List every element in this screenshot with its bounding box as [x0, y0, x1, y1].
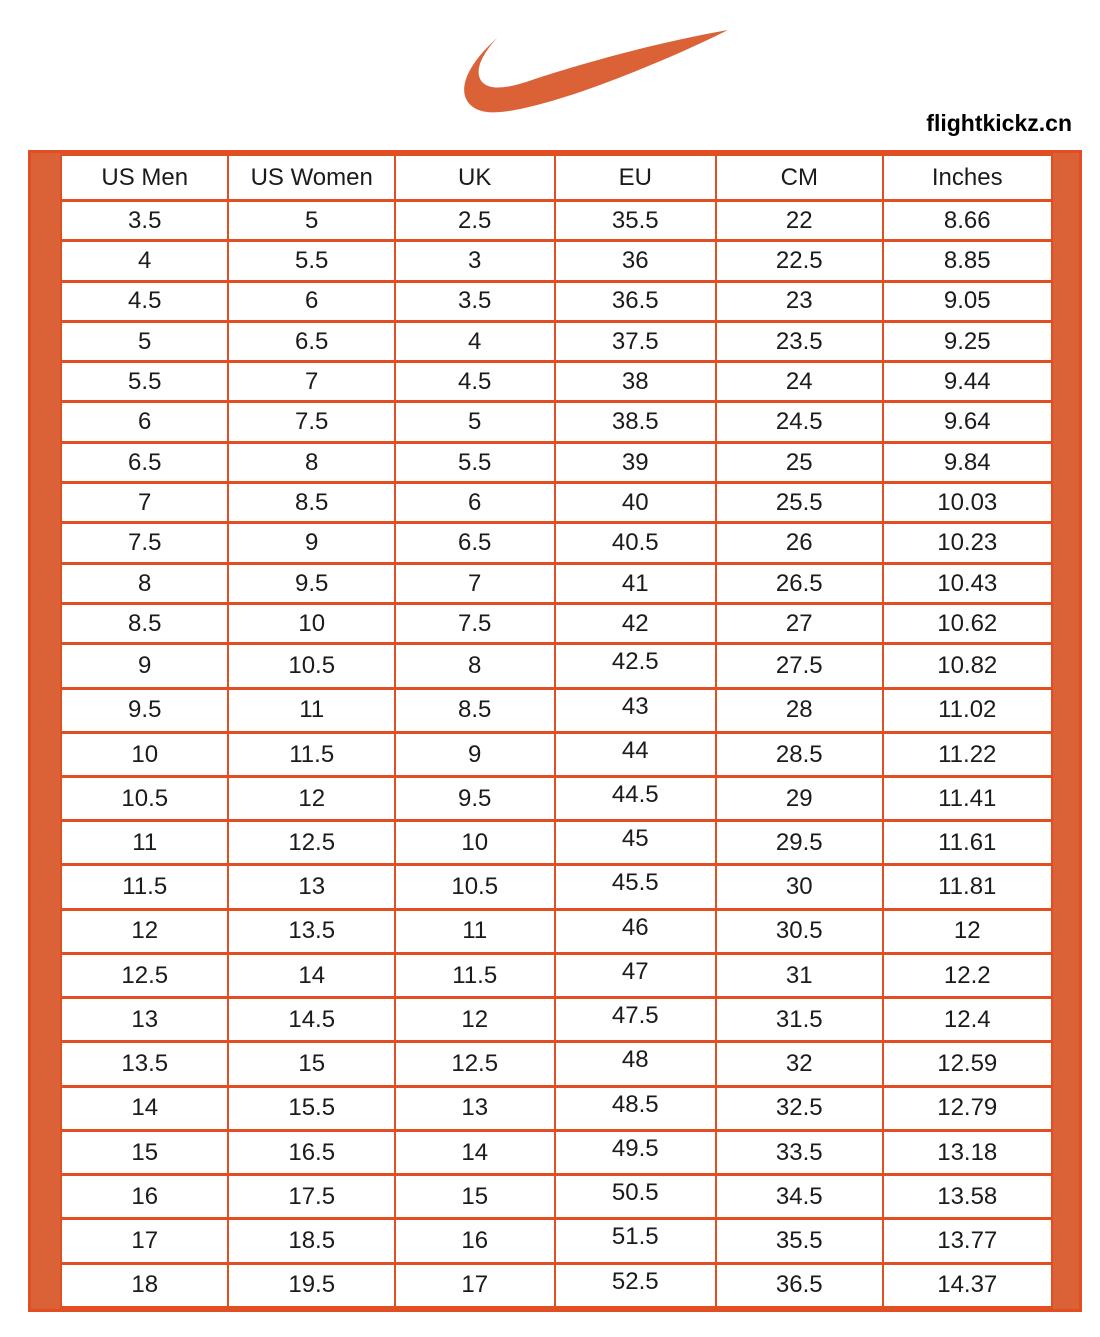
table-cell: 6.5 — [395, 523, 555, 563]
table-cell: 14 — [395, 1130, 555, 1174]
table-cell: 15.5 — [228, 1086, 394, 1130]
table-cell: 39 — [555, 442, 717, 482]
table-cell: 5.5 — [228, 241, 394, 281]
table-cell: 43 — [555, 688, 717, 732]
table-cell: 41 — [555, 563, 717, 603]
table-cell: 12.5 — [61, 953, 228, 997]
table-row — [61, 563, 1052, 603]
table-cell: 9 — [61, 644, 228, 688]
table-cell: 10 — [395, 821, 555, 865]
table-cell: 22 — [716, 201, 882, 241]
table-row — [61, 241, 1052, 281]
table-cell: 2.5 — [395, 201, 555, 241]
table-cell: 23 — [716, 281, 882, 321]
table-cell: 40.5 — [555, 523, 717, 563]
table-cell: 10.03 — [883, 483, 1052, 523]
table-cell: 3.5 — [395, 281, 555, 321]
table-cell: 4.5 — [61, 281, 228, 321]
table-cell: 46 — [555, 909, 717, 953]
table-row — [61, 1086, 1052, 1130]
table-cell: 29 — [716, 776, 882, 820]
table-cell: 9.84 — [883, 442, 1052, 482]
table-cell: 7 — [61, 483, 228, 523]
table-row — [61, 321, 1052, 361]
table-cell: 13.5 — [61, 1042, 228, 1086]
table-cell: 5 — [395, 402, 555, 442]
table-cell: 32.5 — [716, 1086, 882, 1130]
table-cell: 14.37 — [883, 1263, 1052, 1307]
table-cell: 37.5 — [555, 321, 717, 361]
table-cell: 42.5 — [555, 644, 717, 688]
table-cell: 6.5 — [61, 442, 228, 482]
table-row — [61, 1175, 1052, 1219]
table-cell: 8.5 — [395, 688, 555, 732]
table-cell: 10.43 — [883, 563, 1052, 603]
table-cell: 10.5 — [61, 776, 228, 820]
nike-swoosh-icon — [455, 28, 730, 118]
table-cell: 8.85 — [883, 241, 1052, 281]
table-cell: 8.5 — [61, 603, 228, 643]
table-cell: 35.5 — [555, 201, 717, 241]
table-row — [61, 281, 1052, 321]
table-row — [61, 953, 1052, 997]
table-cell: 10.5 — [395, 865, 555, 909]
table-row — [61, 732, 1052, 776]
table-row — [61, 523, 1052, 563]
table-cell: 38.5 — [555, 402, 717, 442]
table-cell: 31.5 — [716, 998, 882, 1042]
table-row — [61, 362, 1052, 402]
table-cell: 7.5 — [228, 402, 394, 442]
table-cell: 6.5 — [228, 321, 394, 361]
table-cell: 49.5 — [555, 1130, 717, 1174]
table-cell: 47.5 — [555, 998, 717, 1042]
table-cell: 24 — [716, 362, 882, 402]
table-cell: 5 — [228, 201, 394, 241]
table-row — [61, 201, 1052, 241]
header-cell-us-men: US Men — [61, 155, 228, 201]
table-cell: 26 — [716, 523, 882, 563]
table-cell: 12 — [61, 909, 228, 953]
table-cell: 5 — [61, 321, 228, 361]
website-label: flightkickz.cn — [926, 110, 1072, 136]
table-cell: 9.5 — [61, 688, 228, 732]
table-row — [61, 865, 1052, 909]
table-cell: 36.5 — [555, 281, 717, 321]
table-cell: 5.5 — [395, 442, 555, 482]
table-cell: 9.5 — [395, 776, 555, 820]
table-cell: 9 — [395, 732, 555, 776]
table-body — [61, 201, 1052, 1308]
table-cell: 33.5 — [716, 1130, 882, 1174]
table-cell: 12.79 — [883, 1086, 1052, 1130]
table-cell: 42 — [555, 603, 717, 643]
table-cell: 48 — [555, 1042, 717, 1086]
table-cell: 16.5 — [228, 1130, 394, 1174]
table-row — [61, 603, 1052, 643]
table-row — [61, 1219, 1052, 1263]
table-row — [61, 909, 1052, 953]
table-cell: 10 — [61, 732, 228, 776]
table-cell: 15 — [228, 1042, 394, 1086]
table-cell: 11.41 — [883, 776, 1052, 820]
table-cell: 9.64 — [883, 402, 1052, 442]
table-cell: 47 — [555, 953, 717, 997]
table-cell: 14 — [228, 953, 394, 997]
table-row — [61, 1263, 1052, 1307]
table-cell: 32 — [716, 1042, 882, 1086]
table-cell: 16 — [61, 1175, 228, 1219]
table-cell: 11.81 — [883, 865, 1052, 909]
table-row — [61, 1042, 1052, 1086]
table-cell: 23.5 — [716, 321, 882, 361]
table-cell: 9.25 — [883, 321, 1052, 361]
table-cell: 48.5 — [555, 1086, 717, 1130]
table-row — [61, 402, 1052, 442]
table-cell: 4 — [61, 241, 228, 281]
table-cell: 27.5 — [716, 644, 882, 688]
table-cell: 12.4 — [883, 998, 1052, 1042]
header-row — [61, 155, 1052, 201]
table-cell: 24.5 — [716, 402, 882, 442]
table-cell: 12.5 — [395, 1042, 555, 1086]
table-row — [61, 821, 1052, 865]
header-cell-inches: Inches — [883, 155, 1052, 201]
table-row — [61, 688, 1052, 732]
table-cell: 22.5 — [716, 241, 882, 281]
table-cell: 7.5 — [61, 523, 228, 563]
table-cell: 9.05 — [883, 281, 1052, 321]
table-cell: 11 — [228, 688, 394, 732]
table-row — [61, 998, 1052, 1042]
table-cell: 12 — [883, 909, 1052, 953]
table-cell: 3.5 — [61, 201, 228, 241]
table-cell: 30.5 — [716, 909, 882, 953]
table-cell: 7 — [228, 362, 394, 402]
table-cell: 44 — [555, 732, 717, 776]
table-cell: 13.18 — [883, 1130, 1052, 1174]
table-cell: 40 — [555, 483, 717, 523]
table-cell: 5.5 — [61, 362, 228, 402]
table-cell: 25.5 — [716, 483, 882, 523]
table-cell: 13 — [395, 1086, 555, 1130]
table-cell: 36.5 — [716, 1263, 882, 1307]
table-cell: 17 — [395, 1263, 555, 1307]
table-row — [61, 644, 1052, 688]
table-cell: 11.5 — [61, 865, 228, 909]
table-cell: 34.5 — [716, 1175, 882, 1219]
table-cell: 12.2 — [883, 953, 1052, 997]
table-cell: 17.5 — [228, 1175, 394, 1219]
table-cell: 28 — [716, 688, 882, 732]
table-cell: 28.5 — [716, 732, 882, 776]
size-table-frame — [28, 150, 1082, 1312]
table-cell: 11.61 — [883, 821, 1052, 865]
table-cell: 15 — [61, 1130, 228, 1174]
table-header — [61, 155, 1052, 201]
table-cell: 6 — [395, 483, 555, 523]
table-cell: 45 — [555, 821, 717, 865]
table-cell: 25 — [716, 442, 882, 482]
table-cell: 11.5 — [395, 953, 555, 997]
table-cell: 38 — [555, 362, 717, 402]
table-cell: 8 — [395, 644, 555, 688]
table-cell: 8.5 — [228, 483, 394, 523]
table-cell: 3 — [395, 241, 555, 281]
header-cell-cm: CM — [716, 155, 882, 201]
table-cell: 15 — [395, 1175, 555, 1219]
table-cell: 11.22 — [883, 732, 1052, 776]
table-cell: 10.23 — [883, 523, 1052, 563]
table-cell: 7 — [395, 563, 555, 603]
table-cell: 27 — [716, 603, 882, 643]
table-cell: 7.5 — [395, 603, 555, 643]
table-cell: 18 — [61, 1263, 228, 1307]
table-cell: 44.5 — [555, 776, 717, 820]
table-cell: 18.5 — [228, 1219, 394, 1263]
table-cell: 11.5 — [228, 732, 394, 776]
header-cell-us-women: US Women — [228, 155, 394, 201]
table-cell: 31 — [716, 953, 882, 997]
table-cell: 4.5 — [395, 362, 555, 402]
table-cell: 52.5 — [555, 1263, 717, 1307]
table-cell: 10.5 — [228, 644, 394, 688]
table-cell: 12.5 — [228, 821, 394, 865]
table-cell: 9.44 — [883, 362, 1052, 402]
header-cell-eu: EU — [555, 155, 717, 201]
table-cell: 12 — [228, 776, 394, 820]
table-cell: 45.5 — [555, 865, 717, 909]
table-row — [61, 442, 1052, 482]
table-cell: 26.5 — [716, 563, 882, 603]
table-cell: 13 — [228, 865, 394, 909]
table-cell: 10 — [228, 603, 394, 643]
table-cell: 36 — [555, 241, 717, 281]
table-cell: 4 — [395, 321, 555, 361]
table-cell: 17 — [61, 1219, 228, 1263]
table-cell: 11.02 — [883, 688, 1052, 732]
table-cell: 50.5 — [555, 1175, 717, 1219]
table-cell: 13.5 — [228, 909, 394, 953]
table-row — [61, 776, 1052, 820]
table-cell: 9 — [228, 523, 394, 563]
table-cell: 10.82 — [883, 644, 1052, 688]
header-cell-uk: UK — [395, 155, 555, 201]
table-cell: 29.5 — [716, 821, 882, 865]
table-cell: 11 — [61, 821, 228, 865]
table-row — [61, 483, 1052, 523]
table-cell: 13 — [61, 998, 228, 1042]
table-cell: 8 — [228, 442, 394, 482]
table-cell: 12.59 — [883, 1042, 1052, 1086]
table-cell: 16 — [395, 1219, 555, 1263]
table-cell: 10.62 — [883, 603, 1052, 643]
table-cell: 51.5 — [555, 1219, 717, 1263]
table-cell: 6 — [61, 402, 228, 442]
table-cell: 13.77 — [883, 1219, 1052, 1263]
table-cell: 8 — [61, 563, 228, 603]
table-cell: 14 — [61, 1086, 228, 1130]
table-cell: 9.5 — [228, 563, 394, 603]
table-cell: 8.66 — [883, 201, 1052, 241]
table-cell: 35.5 — [716, 1219, 882, 1263]
size-conversion-table — [60, 153, 1053, 1309]
table-cell: 14.5 — [228, 998, 394, 1042]
table-cell: 6 — [228, 281, 394, 321]
table-cell: 12 — [395, 998, 555, 1042]
nike-swoosh-path — [464, 30, 728, 112]
table-cell: 13.58 — [883, 1175, 1052, 1219]
table-cell: 19.5 — [228, 1263, 394, 1307]
table-cell: 11 — [395, 909, 555, 953]
table-cell: 30 — [716, 865, 882, 909]
table-row — [61, 1130, 1052, 1174]
